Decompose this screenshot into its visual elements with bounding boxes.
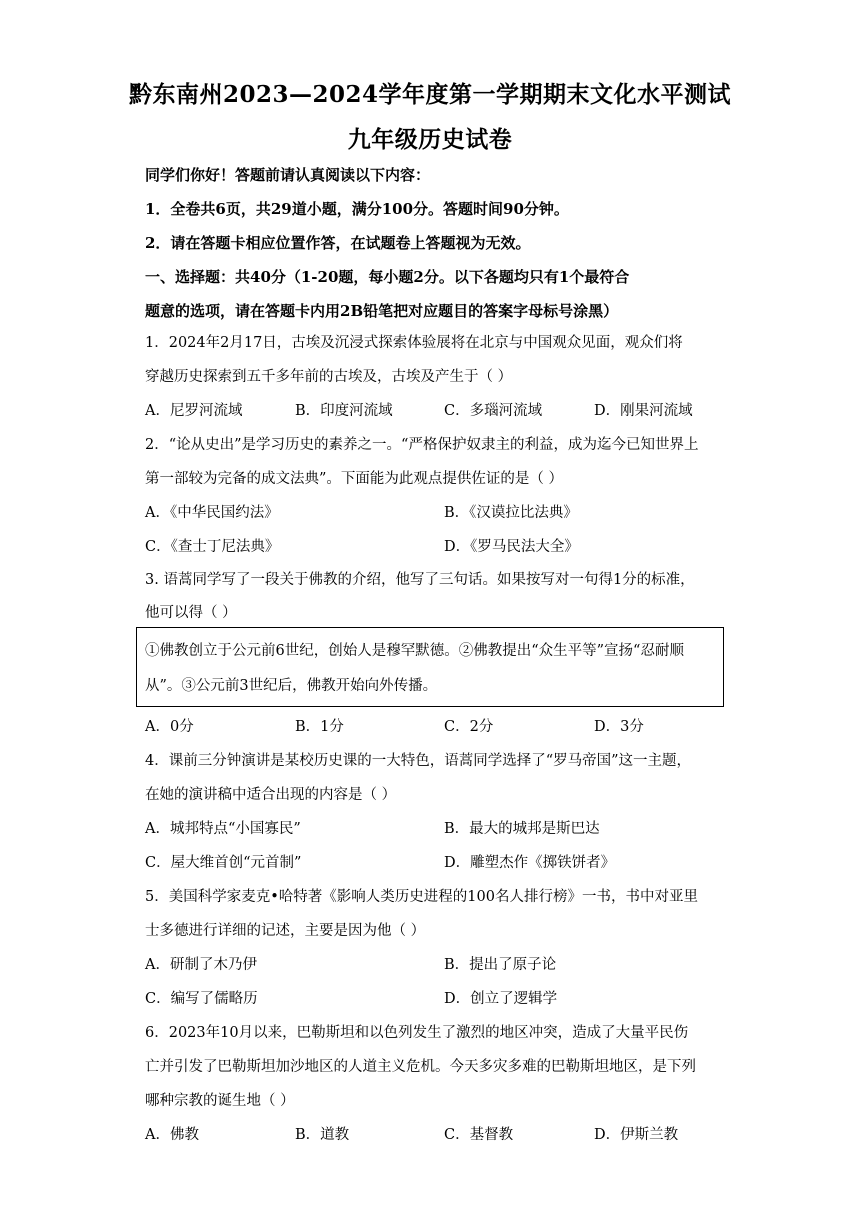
question-5-option-b: B．提出了原子论	[444, 957, 557, 973]
question-5-option-c: C．编写了儒略历	[145, 991, 258, 1007]
question-6-option-b: B．道教	[295, 1127, 350, 1143]
instruction-item-1: 1．全卷共6页，共29道小题，满分100分。答题时间90分钟。	[145, 200, 569, 218]
question-2-option-d: D．《罗马民法大全》	[444, 539, 579, 555]
question-4-option-b: B．最大的城邦是斯巴达	[444, 821, 600, 837]
question-2-stem-line-2: 第一部较为完备的成文法典”。下面能为此观点提供佐证的是（ ）	[145, 471, 564, 487]
question-2-stem-line-1: 2．“论从史出”是学习历史的素养之一。“严格保护奴隶主的利益，成为迄今已知世界上	[145, 437, 699, 453]
question-6-option-c: C．基督教	[444, 1127, 514, 1143]
question-4-stem-line-2: 在她的演讲稿中适合出现的内容是（ ）	[145, 787, 397, 803]
question-3-material-line-1: ①佛教创立于公元前6世纪，创始人是穆罕默德。②佛教提出“众生平等”宣扬“忍耐顺	[145, 643, 684, 659]
question-1-option-c: C．多瑙河流域	[444, 403, 543, 419]
question-5-option-a: A．研制了木乃伊	[145, 957, 257, 973]
question-1-option-a: A．尼罗河流域	[145, 403, 243, 419]
question-1-option-d: D．刚果河流域	[594, 403, 693, 419]
question-3-material-line-2: 从”。③公元前3世纪后，佛教开始向外传播。	[145, 678, 438, 694]
question-3-option-b: B．1分	[295, 719, 344, 735]
section-heading-line-1: 一、选择题：共40分（1-20题，每小题2分。以下各题均只有1个最符合	[145, 268, 630, 286]
greeting: 同学们你好！答题前请认真阅读以下内容：	[145, 166, 431, 184]
question-3-stem-line-1: 3. 语蒿同学写了一段关于佛教的介绍，他写了三句话。如果按写对一句得1分的标准，	[145, 572, 695, 588]
section-heading-line-2: 题意的选项，请在答题卡内用2B铅笔把对应题目的答案字母标号涂黑）	[145, 302, 619, 320]
question-4-option-a: A．城邦特点“小国寡民”	[145, 821, 301, 837]
question-5-stem-line-2: 士多德进行详细的记述，主要是因为他（ ）	[145, 923, 426, 939]
question-5-option-d: D．创立了逻辑学	[444, 991, 558, 1007]
question-6-stem-line-1: 6．2023年10月以来，巴勒斯坦和以色列发生了激烈的地区冲突，造成了大量平民伤	[145, 1025, 689, 1041]
question-1-stem-line-1: 1．2024年2月17日，古埃及沉浸式探索体验展将在北京与中国观众见面，观众们将	[145, 335, 683, 351]
question-1-stem-line-2: 穿越历史探索到五千多年前的古埃及，古埃及产生于（ ）	[145, 369, 513, 385]
exam-title: 黔东南州2023—2024学年度第一学期期末文化水平测试	[128, 81, 732, 108]
question-6-option-a: A．佛教	[145, 1127, 199, 1143]
question-3-option-c: C．2分	[444, 719, 494, 735]
question-3-option-d: D．3分	[594, 719, 644, 735]
question-2-option-c: C．《查士丁尼法典》	[145, 539, 280, 555]
question-4-option-c: C．屋大维首创“元首制”	[145, 855, 302, 871]
question-3-option-a: A．0分	[145, 719, 194, 735]
question-5-stem-line-1: 5．美国科学家麦克•哈特著《影响人类历史进程的100名人排行榜》一书，书中对亚里	[145, 889, 698, 905]
question-3-stem-line-2: 他可以得（ ）	[145, 605, 237, 621]
instruction-item-2: 2．请在答题卡相应位置作答，在试题卷上答题视为无效。	[145, 234, 531, 252]
question-6-option-d: D．伊斯兰教	[594, 1127, 679, 1143]
question-1-option-b: B．印度河流域	[295, 403, 393, 419]
exam-subtitle: 九年级历史试卷	[347, 126, 513, 153]
question-2-option-b: B．《汉谟拉比法典》	[444, 505, 578, 521]
question-4-option-d: D．雕塑杰作《掷铁饼者》	[444, 855, 616, 871]
question-6-stem-line-2: 亡并引发了巴勒斯坦加沙地区的人道主义危机。今天多灾多难的巴勒斯坦地区，是下列	[145, 1059, 696, 1075]
question-6-stem-line-3: 哪种宗教的诞生地（ ）	[145, 1093, 295, 1109]
question-4-stem-line-1: 4．课前三分钟演讲是某校历史课的一大特色，语蒿同学选择了“罗马帝国”这一主题，	[145, 753, 692, 769]
question-2-option-a: A．《中华民国约法》	[145, 505, 279, 521]
